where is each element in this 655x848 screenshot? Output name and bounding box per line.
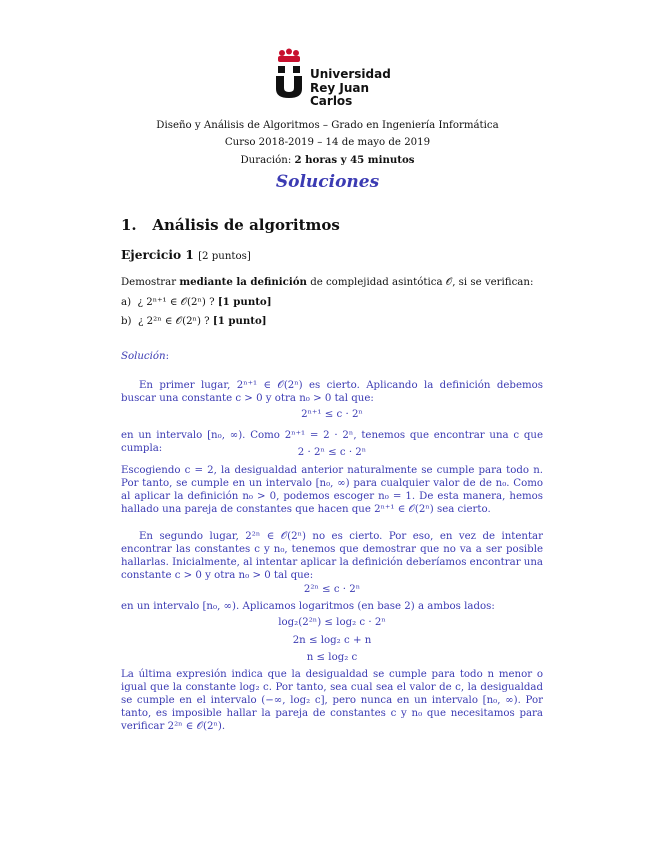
exercise-statement bbox=[121, 276, 543, 289]
equation-5: 2n ≤ log₂ c + n bbox=[292, 635, 372, 646]
equation-4: log₂(2²ⁿ) ≤ log₂ c · 2ⁿ bbox=[278, 617, 386, 628]
exercise-points: [2 puntos] bbox=[198, 251, 251, 262]
university-logo bbox=[272, 48, 402, 108]
item-b-label: b) bbox=[121, 316, 132, 327]
solution-label bbox=[121, 350, 169, 363]
item-a-points: [1 punto] bbox=[217, 296, 272, 308]
section-title: Análisis de algoritmos bbox=[152, 216, 340, 234]
statement-pre: Demostrar bbox=[121, 277, 180, 288]
solution-label-text: Solución bbox=[121, 351, 166, 362]
date-line: Curso 2018-2019 – 14 de mayo de 2019 bbox=[224, 137, 431, 148]
statement-post: de complejidad asintótica 𝒪, si se verifican: bbox=[306, 277, 534, 288]
equation-3: 2²ⁿ ≤ c · 2ⁿ bbox=[303, 584, 361, 595]
solution-paragraph-2: en un intervalo [n₀, ∞). Como 2ⁿ⁺¹ = 2 · 2ⁿ, tenemos que encontrar una c que cumpla: bbox=[121, 430, 543, 454]
section-heading bbox=[121, 216, 340, 234]
duration-line bbox=[0, 154, 655, 166]
university-name-line2: Rey Juan Carlos bbox=[310, 80, 370, 108]
item-b-text: ¿ 2²ⁿ ∈ 𝒪(2ⁿ) ? bbox=[137, 316, 210, 327]
item-b-points: [1 punto] bbox=[212, 315, 267, 327]
statement-bold: mediante la definición bbox=[179, 276, 307, 288]
section-number: 1. bbox=[121, 216, 137, 234]
solution-paragraph-3: Escogiendo c = 2, la desigualdad anterior naturalmente se cumple para todo n. Por tanto, se cumple en un intervalo [n₀, ∞) para cualquier valor de de n₀. Como al aplicar la definición n₀ > 0, podemos escoger n₀ = 1. De esta manera, hemos hallado una pareja de constantes que hacen que 2ⁿ⁺¹ ∈ 𝒪(2ⁿ) sea cierto. bbox=[121, 465, 543, 515]
university-name bbox=[310, 68, 402, 109]
item-a-label: a) bbox=[121, 297, 132, 308]
solution-paragraph-4: En segundo lugar, 2²ⁿ ∈ 𝒪(2ⁿ) no es cierto. Por eso, en vez de intentar encontrar las constantes c y n₀, tenemos que demostrar que no va a ser posible hallarlas. Inicialmente, al intentar aplicar la definición deberíamos encontrar una constante c > 0 y otra n₀ > 0 tal que: bbox=[121, 531, 543, 581]
item-a-text: ¿ 2ⁿ⁺¹ ∈ 𝒪(2ⁿ) ? bbox=[137, 297, 215, 308]
solution-paragraph-5: en un intervalo [n₀, ∞). Aplicamos logaritmos (en base 2) a ambos lados: bbox=[121, 601, 495, 612]
solution-label-colon: : bbox=[165, 351, 170, 362]
duration-value: 2 horas y 45 minutos bbox=[294, 154, 415, 166]
exercise-title: Ejercicio 1 bbox=[121, 248, 194, 262]
exercise-heading bbox=[121, 248, 251, 262]
duration-label: Duración: bbox=[240, 155, 295, 166]
page-title: Soluciones bbox=[275, 172, 380, 192]
equation-6: n ≤ log₂ c bbox=[306, 652, 358, 663]
urjc-crown-u-icon bbox=[272, 48, 306, 100]
equation-2: 2 · 2ⁿ ≤ c · 2ⁿ bbox=[297, 447, 367, 458]
university-name-line1: Universidad bbox=[310, 67, 391, 81]
solution-paragraph-1: En primer lugar, 2ⁿ⁺¹ ∈ 𝒪(2ⁿ) es cierto. Aplicando la definición debemos buscar una constante c > 0 y otra n₀ > 0 tal que: bbox=[121, 380, 543, 404]
exercise-item-a bbox=[121, 296, 272, 309]
equation-1: 2ⁿ⁺¹ ≤ c · 2ⁿ bbox=[301, 409, 363, 420]
exercise-item-b bbox=[121, 315, 267, 328]
course-line: Diseño y Análisis de Algoritmos – Grado en Ingeniería Informática bbox=[156, 120, 499, 131]
solution-paragraph-6: La última expresión indica que la desigualdad se cumple para todo n menor o igual que la constante log₂ c. Por tanto, sea cual sea el valor de c, la desigualdad se cumple en el intervalo (−∞, log₂ c], pero nunca en un intervalo [n₀, ∞). Por tanto, es imposible hallar la pareja de constantes c y n₀ que necesitamos para verificar 2²ⁿ ∈ 𝒪(2ⁿ). bbox=[121, 669, 543, 732]
